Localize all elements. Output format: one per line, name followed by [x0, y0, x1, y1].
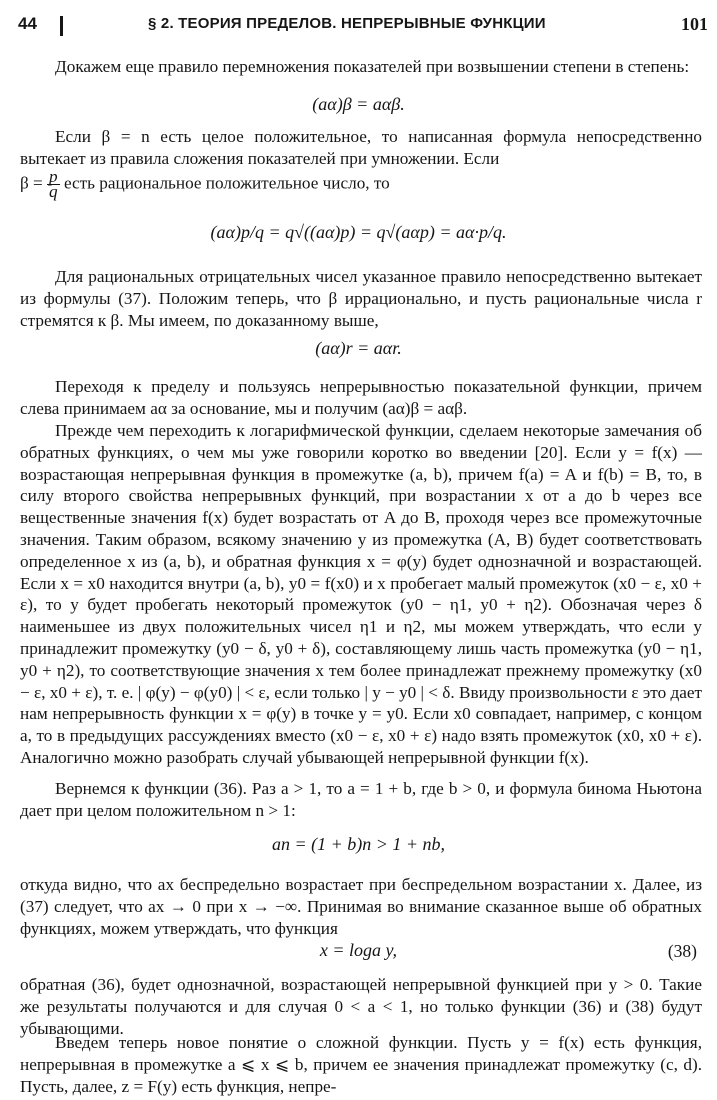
paragraph-9: Введем теперь новое понятие о сложной функции. Пусть y = f(x) есть функция, непрерывная в промежутке a ⩽ x ⩽ b, причем ее значения принадлежат промежутку (c, d). Пусть, далее, z = F(y) есть функция, непре- [20, 1033, 702, 1096]
paragraph-3: Для рациональных отрицательных чисел указанное правило непосредственно вытекает из формулы (37). Положим теперь, что β иррационально, и пусть рациональные числа r стремятся к β. Мы имеем, по доказанному выше, [20, 267, 702, 330]
fraction-numerator: p [49, 167, 58, 186]
formula-4: an = (1 + b)n > 1 + nb, [271, 834, 446, 854]
formula-5: x = loga y, [319, 940, 398, 960]
paragraph-4: Переходя к пределу и пользуясь непрерывностью показательной функции, причем слева принимаем aα за основание, мы и получим (aα)β = aαβ. [20, 377, 702, 418]
formula-2: (aα)p/q = q√((aα)p) = q√(aαp) = aα·p/q. [210, 222, 507, 242]
page-number-left: 44 [18, 14, 37, 33]
formula-3: (aα)r = aαr. [315, 338, 402, 358]
page-number-right: 101 [681, 14, 708, 34]
running-title: § 2. ТЕОРИЯ ПРЕДЕЛОВ. НЕПРЕРЫВНЫЕ ФУНКЦИИ [148, 15, 546, 32]
paragraph-8: обратная (36), будет однозначной, возрастающей непрерывной функцией при y > 0. Такие же результаты получаются и для случая 0 < a < 1, но только функции (36) и (38) будут убывающими. [20, 975, 702, 1038]
header-rule [60, 16, 63, 36]
fraction-p-q [47, 167, 60, 201]
beta-eq: β = [20, 173, 43, 193]
paragraph-6: Вернемся к функции (36). Раз a > 1, то a = 1 + b, где b > 0, и формула бинома Ньютона дает при целом положительном n > 1: [20, 779, 702, 820]
paragraph-1: Докажем еще правило перемножения показателей при возвышении степени в степень: [55, 57, 690, 76]
paragraph-2: Если β = n есть целое положительное, то написанная формула непосредственно вытекает из правила сложения показателей при умножении. Если [20, 127, 702, 168]
beta-rest: есть рациональное положительное число, то [63, 173, 390, 193]
paragraph-2-cont [20, 167, 702, 201]
paragraph-5: Прежде чем переходить к логарифмической функции, сделаем некоторые замечания об обратных функциях, о чем мы уже говорили коротко во введении [20]. Если y = f(x) — возрастающая непрерывная функция в промежутке (a, b), причем f(a) = A и f(b) = B, то, в силу второго свойства непрерывных функций, при возрастании x от a до b через все вещественные значения f(x) будет возрастать от A до B, проходя через все промежуточные значения. Таким образом, всякому значению y из промежутка (A, B) будет соответствовать определенное x из (a, b), и обратная функция x = φ(y) будет однозначной и возрастающей. Если x = x0 находится внутри (a, b), y0 = f(x0) и x пробегает малый промежуток (x0 − ε, x0 + ε), то y будет пробегать некоторый промежуток (y0 − η1, y0 + η2). Обозначая через δ наименьшее из двух положительных чисел η1 и η2, мы можем утверждать, что если y принадлежит промежутку (y0 − δ, y0 + δ), составляющему лишь часть промежутка (y0 − η1, y0 + η2), то соответствующие значения x тем более принадлежат прежнему промежутку (x0 − ε, x0 + ε), т. е. | φ(y) − φ(y0) | < ε, если только | y − y0 | < δ. Ввиду произвольности ε это дает нам непрерывность функции x = φ(y) в точке y = y0. Если x0 совпадает, например, с концом a, то в предыдущих рассуждениях вместо (x0 − ε, x0 + ε) надо взять промежуток (x0, x0 + ε). Аналогично можно разобрать случай убывающей непрерывной функции f(x). [20, 421, 702, 767]
running-header [18, 14, 708, 38]
formula-1: (aα)β = aαβ. [312, 94, 405, 114]
fraction-denominator: q [49, 182, 58, 201]
equation-number-38: (38) [667, 941, 697, 961]
paragraph-7: откуда видно, что ax беспредельно возрастает при беспредельном возрастании x. Далее, из (37) следует, что ax → 0 при x → −∞. Принимая во внимание сказанное выше об обратных функциях, можем утверждать, что функция [20, 875, 702, 938]
